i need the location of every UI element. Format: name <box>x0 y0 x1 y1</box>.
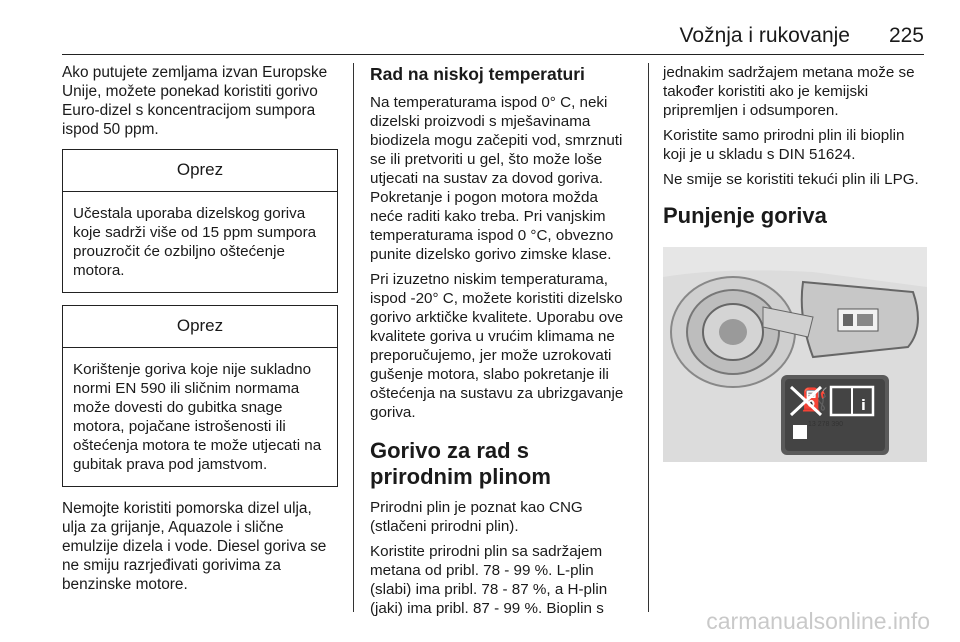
svg-text:i: i <box>861 398 866 414</box>
paragraph: Pri izuzetno niskim temperaturama, ispod -20° C, možete koristiti dizelsko gorivo arktičke kvalitete. Uporabu ove kvalitete goriva u vrućim klimama ne preporučujemo, jer može uzrokovati gušenje motora, slabo pokretanje ili oštećenja na sustavu za ubrizgavanje goriva. <box>370 271 624 421</box>
caution-text: Korištenje goriva koje nije sukladno normi EN 590 ili sličnim normama može dovesti do gubitka snage motora, pojačane istrošenosti ili oštećenja motora te može utjecati na gubitak prava pod jamstvom. <box>73 361 322 473</box>
caution-text: Učestala uporaba dizelskog goriva koje sadrži više od 15 ppm sumpora prouzročit će ozbiljno oštećenje motora. <box>73 205 317 279</box>
page-header <box>0 0 960 60</box>
watermark: carmanualsonline.info <box>706 608 930 634</box>
column-right <box>663 63 928 462</box>
header-rule <box>62 54 924 55</box>
caution-box <box>62 305 338 487</box>
column-divider <box>353 63 354 612</box>
section-heading: Gorivo za rad s prirodnim plinom <box>370 438 551 489</box>
paragraph: Ako putujete zemljama izvan Europske Unije, možete ponekad koristiti gorivo Euro-dizel s koncentracijom sumpora ispod 50 ppm. <box>62 64 328 138</box>
subheading: Rad na niskoj temperaturi <box>370 64 585 84</box>
page-number: 225 <box>888 24 924 47</box>
section-heading: Punjenje goriva <box>663 203 827 228</box>
caution-box <box>62 149 338 293</box>
column-middle <box>370 63 635 624</box>
paragraph: Na temperaturama ispod 0° C, neki dizelski proizvodi s mješavinama biodizela mogu začepiti vod, smrznuti se ili pretvoriti u gel, što može loše utjecati na sustav za dovod goriva. Pokretanje i pogon motora možda neće raditi kako treba. Pri vanjskim temperaturama ispod 0 °C, obvezno punite dizelsko gorivo zimske klase. <box>370 94 623 263</box>
fuel-flap-drawing <box>663 247 927 462</box>
column-left <box>62 63 338 600</box>
column-divider <box>648 63 649 612</box>
paragraph: Nemojte koristiti pomorska dizel ulja, ulja za grijanje, Aquazole i slične emulzije dizela i vode. Diesel goriva se ne smiju razrjeđivati gorivima za benzinske motore. <box>62 500 327 593</box>
paragraph: jednakim sadržajem metana može se također koristiti ako je kemijski pripremljen i odsumporen. <box>663 64 915 119</box>
paragraph: Koristite prirodni plin sa sadržajem metana od pribl. 78 - 99 %. L-plin (slabi) ima pribl. 78 - 87 %, a H-plin (jaki) ima pribl. 87 - 99 %. Bioplin s <box>370 543 608 617</box>
paragraph: Koristite samo prirodni plin ili bioplin koji je u skladu s DIN 51624. <box>663 127 905 163</box>
fuel-flap-illustration <box>663 247 927 462</box>
section-title: Vožnja i rukovanje <box>679 24 850 47</box>
caution-title: Oprez <box>63 150 337 192</box>
svg-text:⛽: ⛽ <box>801 388 829 413</box>
figure-code: 13 278 390 <box>808 421 844 428</box>
paragraph: Ne smije se koristiti tekući plin ili LPG. <box>663 171 919 188</box>
caution-title: Oprez <box>63 306 337 348</box>
paragraph: Prirodni plin je poznat kao CNG (stlačeni prirodni plin). <box>370 499 583 535</box>
